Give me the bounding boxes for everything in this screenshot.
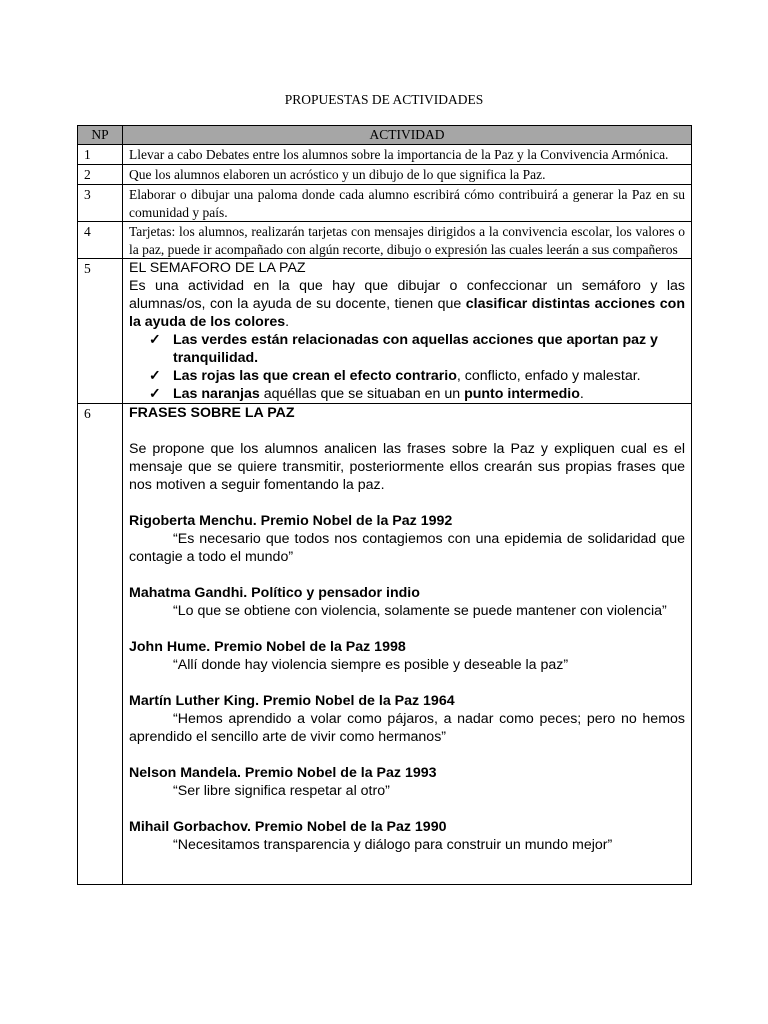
quote-text: “Ser libre significa respetar al otro”	[173, 783, 390, 799]
row-number: 4	[78, 222, 123, 259]
table-row	[78, 222, 692, 259]
row-number: 2	[78, 165, 123, 185]
quote-author: Mihail Gorbachov. Premio Nobel de la Paz 1990	[129, 819, 447, 835]
header-activity: ACTIVIDAD	[123, 126, 692, 145]
check-icon: ✓	[149, 386, 161, 402]
row-number: 6	[78, 404, 123, 885]
frases-intro: Se propone que los alumnos analicen las frases sobre la Paz y expliquen cual es el mensaje que se quiere transmitir, posteriormente ellos crearán sus propias frases que nos motiven a seguir fomentando la paz.	[129, 441, 685, 493]
list-item	[149, 367, 685, 385]
activity-text: Que los alumnos elaboren un acróstico y un dibujo de lo que significa la Paz.	[123, 165, 692, 185]
item-orange-text: aquéllas que se situaban en un	[259, 386, 465, 402]
frases-cell	[123, 404, 692, 885]
activity-text: Tarjetas: los alumnos, realizarán tarjetas con mensajes dirigidos a la convivencia escolar, los valores o la paz, puede ir acompañado con algún recorte, dibujo o expresión las cuales leerán a sus compañeros	[123, 222, 692, 259]
list-item	[149, 385, 685, 403]
intro-end: .	[285, 314, 290, 330]
row-number: 3	[78, 185, 123, 222]
header-np: NP	[78, 126, 123, 145]
quote-text: “Hemos aprendido a volar como pájaros, a nadar como peces; pero no hemos aprendido el sencillo arte de vivir como hermanos”	[129, 711, 685, 745]
semaforo-intro	[129, 277, 685, 331]
item-red-rest: , conflicto, enfado y malestar.	[456, 368, 641, 384]
item-green: Las verdes están relacionadas con aquellas acciones que aportan paz y tranquilidad.	[173, 332, 658, 366]
item-orange-end: .	[579, 386, 584, 402]
quote-text: “Lo que se obtiene con violencia, solamente se puede mantener con violencia”	[173, 603, 667, 619]
table-row	[78, 404, 692, 885]
check-icon: ✓	[149, 332, 161, 348]
quote-author: Rigoberta Menchu. Premio Nobel de la Paz 1992	[129, 513, 453, 529]
table-row	[78, 165, 692, 185]
activity-text: Llevar a cabo Debates entre los alumnos sobre la importancia de la Paz y la Convivencia Armónica.	[123, 145, 692, 165]
table-row	[78, 185, 692, 222]
item-red-bold: Las rojas las que crean el efecto contrario	[173, 368, 457, 384]
semaforo-list	[129, 331, 685, 403]
quote-text: “Es necesario que todos nos contagiemos con una epidemia de solidaridad que contagie a todo el mundo”	[129, 531, 685, 565]
item-orange-bold: Las naranjas	[173, 386, 260, 402]
page-title: PROPUESTAS DE ACTIVIDADES	[284, 92, 484, 107]
quote-author: Nelson Mandela. Premio Nobel de la Paz 1993	[129, 765, 437, 781]
activities-table	[77, 125, 692, 885]
item-orange-bold2: punto intermedio	[464, 386, 580, 402]
frases-heading: FRASES SOBRE LA PAZ	[129, 405, 295, 421]
intro-part: Es una actividad en la que hay que dibujar o confeccionar un semáforo y las alumnas/os, con la ayuda de su docente, tienen que	[129, 278, 685, 312]
quote-author: Mahatma Gandhi. Político y pensador indio	[129, 585, 420, 601]
quote-author: Martín Luther King. Premio Nobel de la Paz 1964	[129, 693, 455, 709]
quote-author: John Hume. Premio Nobel de la Paz 1998	[129, 639, 406, 655]
row-number: 1	[78, 145, 123, 165]
check-icon: ✓	[149, 368, 161, 384]
list-item	[149, 331, 685, 367]
table-row	[78, 259, 692, 404]
semaforo-cell	[123, 259, 692, 404]
quote-text: “Necesitamos transparencia y diálogo para construir un mundo mejor”	[173, 837, 613, 853]
semaforo-heading: EL SEMAFORO DE LA PAZ	[129, 260, 306, 276]
activity-text: Elaborar o dibujar una paloma donde cada alumno escribirá cómo contribuirá a generar la Paz en su comunidad y país.	[123, 185, 692, 222]
table-header-row	[78, 126, 692, 145]
quote-text: “Allí donde hay violencia siempre es posible y deseable la paz”	[173, 657, 569, 673]
table-row	[78, 145, 692, 165]
row-number: 5	[78, 259, 123, 404]
intro-bold: clasificar distintas acciones con la ayuda de los colores	[129, 296, 686, 330]
